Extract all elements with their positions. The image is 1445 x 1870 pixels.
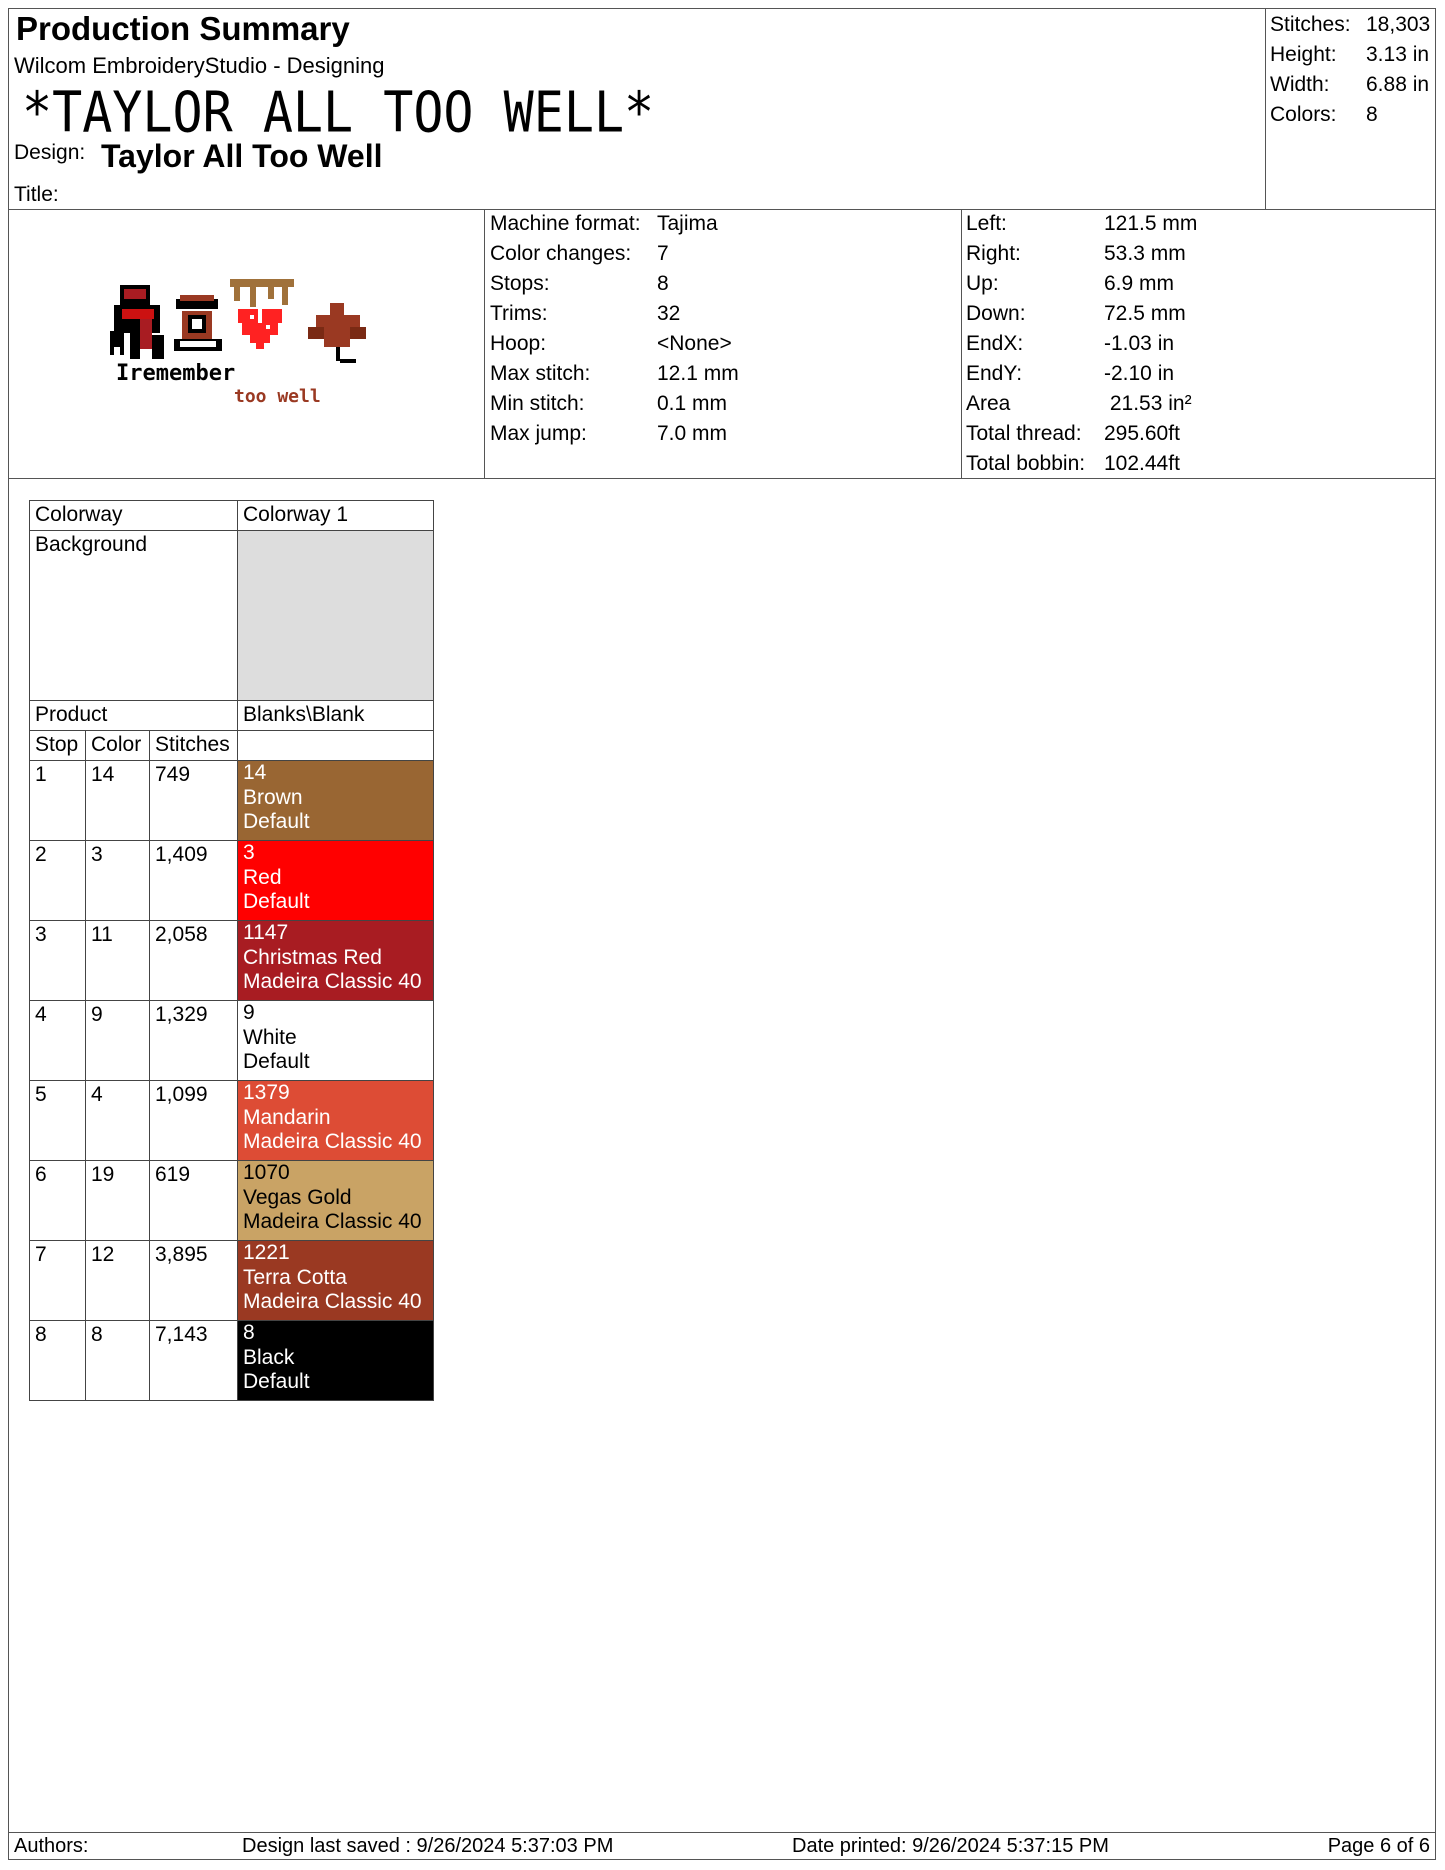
stop-row xyxy=(30,1241,434,1321)
title-label: Title: xyxy=(14,183,59,206)
thread-name: Red xyxy=(243,865,282,889)
footer-date-printed: Date printed: 9/26/2024 5:37:15 PM xyxy=(792,1835,1109,1857)
stop-row xyxy=(30,1321,434,1401)
software-name: Wilcom EmbroideryStudio - Designing xyxy=(14,53,385,78)
stop-stop: 3 xyxy=(30,921,86,1001)
thread-name: White xyxy=(243,1025,297,1049)
thread-swatch xyxy=(238,1241,434,1321)
thread-name: Brown xyxy=(243,785,303,809)
position-info-row: Total bobbin: 102.44ft xyxy=(966,452,1180,475)
col-stop-header: Stop xyxy=(30,731,86,761)
scarf-figure-icon xyxy=(110,285,164,359)
position-info-row: Total thread: 295.60ft xyxy=(966,422,1180,445)
report-title: Production Summary xyxy=(16,10,350,47)
summary-row-width: Width: 6.88 in xyxy=(1270,73,1430,96)
background-swatch xyxy=(238,531,434,701)
thread-brand: Default xyxy=(243,1370,310,1393)
stop-stitches: 1,409 xyxy=(150,841,238,921)
thread-swatch xyxy=(238,1081,434,1161)
thread-brand: Default xyxy=(243,810,310,833)
thread-brand: Default xyxy=(243,1050,310,1073)
machine-info-row: Color changes: 7 xyxy=(490,242,669,265)
design-name-display: *TAYLOR ALL TOO WELL* xyxy=(22,80,655,145)
machine-info-row: Stops: 8 xyxy=(490,272,669,295)
colorway-row xyxy=(30,501,434,531)
stop-row xyxy=(30,1001,434,1081)
stop-stitches: 2,058 xyxy=(150,921,238,1001)
thread-name: Vegas Gold xyxy=(243,1185,352,1209)
footer-last-saved: Design last saved : 9/26/2024 5:37:03 PM xyxy=(242,1835,614,1857)
stop-color: 8 xyxy=(86,1321,150,1401)
thread-name: Mandarin xyxy=(243,1105,331,1129)
design-preview-image xyxy=(110,275,390,410)
thread-swatch xyxy=(238,921,434,1001)
maple-leaf-icon xyxy=(308,303,366,363)
stop-stop: 4 xyxy=(30,1001,86,1081)
position-info-row: Area 21.53 in² xyxy=(966,392,1192,415)
thread-code: 1379 xyxy=(243,1081,290,1104)
stops-header-row xyxy=(30,731,434,761)
stop-stitches: 749 xyxy=(150,761,238,841)
stop-color: 11 xyxy=(86,921,150,1001)
product-value: Blanks\Blank xyxy=(238,701,434,731)
summary-row-stitches: Stitches: 18,303 xyxy=(1270,13,1431,36)
thread-swatch xyxy=(238,1321,434,1401)
thread-code: 14 xyxy=(243,761,267,784)
design-preview xyxy=(110,275,390,415)
position-info-row: EndX: -1.03 in xyxy=(966,332,1175,355)
thread-code: 1147 xyxy=(243,921,289,944)
thread-code: 1070 xyxy=(243,1161,290,1184)
stop-stitches: 7,143 xyxy=(150,1321,238,1401)
telephone-icon xyxy=(174,295,222,351)
product-row xyxy=(30,701,434,731)
design-label: Design: xyxy=(14,141,86,164)
footer-divider xyxy=(8,1832,1436,1833)
machine-info-row: Trims: 32 xyxy=(490,302,681,325)
machine-info xyxy=(490,209,739,449)
thread-code: 8 xyxy=(243,1321,255,1344)
product-label: Product xyxy=(30,701,238,731)
stop-color: 9 xyxy=(86,1001,150,1081)
thread-brand: Madeira Classic 40 xyxy=(243,1290,422,1313)
stop-color: 4 xyxy=(86,1081,150,1161)
background-label: Background xyxy=(30,531,238,701)
dripping-heart-icon xyxy=(230,279,294,349)
thread-swatch xyxy=(238,841,434,921)
thread-code: 1221 xyxy=(243,1241,290,1264)
col-color-header: Color xyxy=(86,731,150,761)
thread-brand: Default xyxy=(243,890,310,913)
preview-caption-right: too well xyxy=(234,386,321,407)
stop-color: 12 xyxy=(86,1241,150,1321)
position-info-row: Up: 6.9 mm xyxy=(966,272,1175,295)
footer-page-number: Page 6 of 6 xyxy=(1327,1835,1430,1857)
stop-row xyxy=(30,1161,434,1241)
machine-divider xyxy=(961,209,962,478)
summary-row-colors: Colors: 8 xyxy=(1270,103,1378,126)
thread-code: 3 xyxy=(243,841,255,864)
stop-stop: 7 xyxy=(30,1241,86,1321)
thread-name: Christmas Red xyxy=(243,945,382,969)
stop-stop: 1 xyxy=(30,761,86,841)
thread-brand: Madeira Classic 40 xyxy=(243,1130,422,1153)
thread-brand: Madeira Classic 40 xyxy=(243,1210,422,1233)
design-summary xyxy=(1270,10,1430,130)
thread-swatch xyxy=(238,1161,434,1241)
position-info-row: EndY: -2.10 in xyxy=(966,362,1175,385)
stop-color: 19 xyxy=(86,1161,150,1241)
stop-stop: 8 xyxy=(30,1321,86,1401)
thread-name: Terra Cotta xyxy=(243,1265,347,1289)
stop-stitches: 619 xyxy=(150,1161,238,1241)
machine-info-row: Hoop: <None> xyxy=(490,332,732,355)
info-divider xyxy=(8,478,1436,479)
position-info-row: Right: 53.3 mm xyxy=(966,242,1186,265)
colorway-value: Colorway 1 xyxy=(238,501,434,531)
thread-swatch xyxy=(238,761,434,841)
machine-info-row: Max stitch: 12.1 mm xyxy=(490,362,739,385)
preview-caption-left: Iremember xyxy=(116,361,236,386)
machine-info-row: Max jump: 7.0 mm xyxy=(490,422,728,445)
background-row xyxy=(30,531,434,701)
stop-row xyxy=(30,761,434,841)
stop-stitches: 1,099 xyxy=(150,1081,238,1161)
colorway-label: Colorway xyxy=(30,501,238,531)
stop-color: 14 xyxy=(86,761,150,841)
stop-stitches: 1,329 xyxy=(150,1001,238,1081)
summary-divider xyxy=(1265,8,1266,209)
position-info-row: Down: 72.5 mm xyxy=(966,302,1186,325)
position-info xyxy=(966,209,1197,479)
stop-row xyxy=(30,1081,434,1161)
machine-info-row: Machine format: Tajima xyxy=(490,212,718,235)
col-thread-header xyxy=(238,731,434,761)
footer-authors: Authors: xyxy=(14,1835,89,1857)
stop-color: 3 xyxy=(86,841,150,921)
stop-stop: 5 xyxy=(30,1081,86,1161)
stop-row xyxy=(30,841,434,921)
col-stitches-header: Stitches xyxy=(150,731,238,761)
position-info-row: Left: 121.5 mm xyxy=(966,212,1198,235)
stop-stop: 6 xyxy=(30,1161,86,1241)
colorway-table xyxy=(29,500,434,1401)
thread-code: 9 xyxy=(243,1001,255,1024)
design-value: Taylor All Too Well xyxy=(101,138,383,174)
machine-info-row: Min stitch: 0.1 mm xyxy=(490,392,728,415)
thread-name: Black xyxy=(243,1345,295,1369)
preview-divider xyxy=(484,209,485,478)
thread-brand: Madeira Classic 40 xyxy=(243,970,422,993)
summary-row-height: Height: 3.13 in xyxy=(1270,43,1430,66)
thread-swatch xyxy=(238,1001,434,1081)
stop-stop: 2 xyxy=(30,841,86,921)
stop-stitches: 3,895 xyxy=(150,1241,238,1321)
stop-row xyxy=(30,921,434,1001)
